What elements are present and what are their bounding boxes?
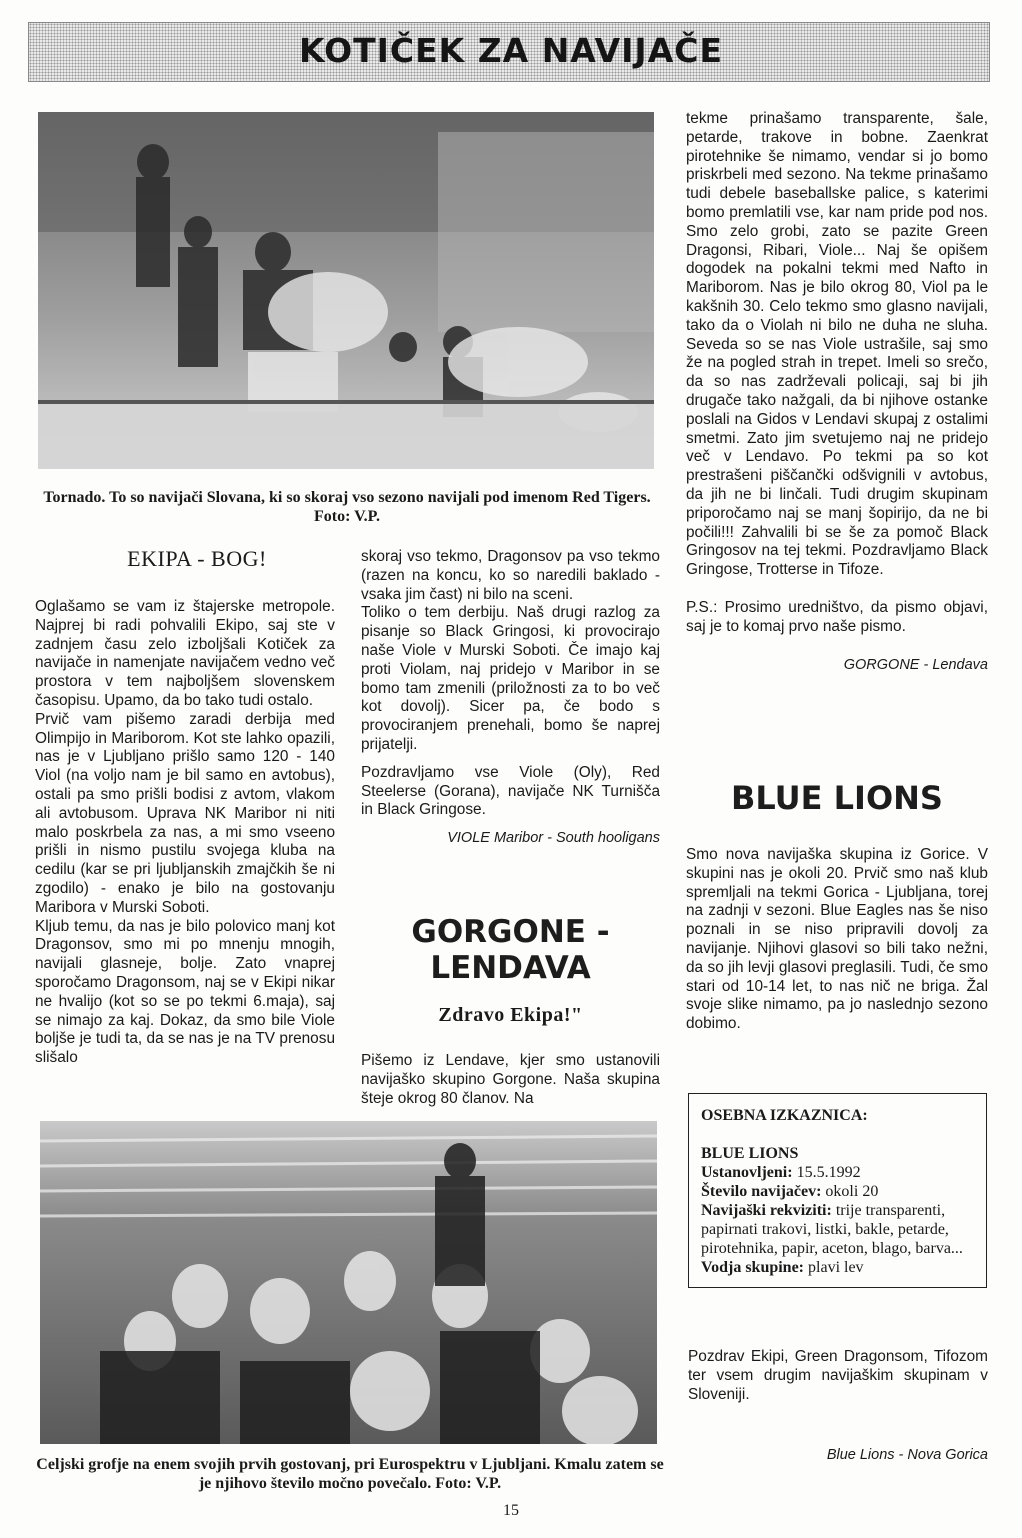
article-column-gorgone	[686, 110, 988, 674]
signature: VIOLE Maribor - South hooligans	[447, 830, 660, 847]
paragraph: Smo nova navijaška skupina iz Gorice. V skupini nas je okoli 20. Prvič smo naš klub spremljali na tekmi Gorica - Ljubljana, torej na zadnji v sezoni. Blue Eagles nas še niso poznali in se niso pripravili dovolj za navijanje. Njihovi glasovi so bili tako nežni, da so jih levji glasovi preglasili. Tudi, če smo stari od 10-14 let, to nas nič ne briga. Žal svoje slike nimamo, pa jo naslednjo sezono dobimo.	[686, 846, 988, 1033]
article-heading-bluelions: BLUE LIONS	[731, 779, 943, 817]
article-heading-gorgone	[361, 914, 660, 986]
value: okoli 20	[821, 1183, 879, 1200]
value: plavi lev	[804, 1259, 864, 1276]
page-number: 15	[503, 1502, 519, 1519]
paragraph: skoraj vso tekmo, Dragonsov pa vso tekmo (razen na koncu, ko so naredili baklado - vsaka jim čast) ni bilo na sceni.	[361, 548, 660, 603]
paragraph: Pišemo iz Lendave, kjer smo ustanovili navijaško skupino Gorgone. Naša skupina šteje okrog 80 članov. Na	[361, 1052, 660, 1107]
article-column-ekipa-1	[35, 598, 335, 1068]
photo-fans-tornado-image	[38, 112, 654, 469]
paragraph: Oglašamo se vam iz štajerske metropole. Najprej bi radi pohvalili Ekipo, saj ste v zadnjem času zelo izboljšali Kotiček za navijače in namenjate navijačem vedno več prostora v tem najboljšem slovenskem časopisu. Upamo, da bo tako tudi ostalo.	[35, 598, 335, 709]
article-intro-gorgone	[361, 1052, 660, 1108]
page-title: KOTIČEK ZA NAVIJAČE	[298, 31, 724, 70]
photo-fans-celje	[40, 1121, 657, 1444]
photo-caption: Celjski grofje na enem svojih prvih gostovanj, pri Eurospektru v Ljubljani. Kmalu zatem se je njihovo število močno povečalo. Foto: V.P.	[36, 1456, 664, 1492]
value: 15.5.1992	[792, 1164, 861, 1181]
label: Vodja skupine:	[701, 1259, 805, 1276]
signature: GORGONE - Lendava	[843, 656, 988, 673]
article-column-ekipa-2	[361, 548, 660, 848]
photo-fans-tornado	[38, 112, 654, 469]
paragraph: Prvič vam pišemo zaradi derbija med Olimpijo in Mariborom. Kot ste lahko opazili, nas je v Ljubljano prišlo samo 120 - 140 Viol (na voljo nam je bil samo en avtobus), ostali pa smo prišli bodisi z avtom, vlakom ali avtobusom. Uprava NK Maribor ni niti malo poskrbela za nas, a mi smo vseeno prišli in nismo pustilu svojega kluba na cedilu (kar se pri ljubljanskih zmajčkih še ni zgodilo) - enako je bilo na gostovanju Maribora v Murski Soboti.	[35, 710, 335, 916]
label: Navijaški rekviziti:	[701, 1202, 832, 1219]
label: Število navijačev:	[701, 1183, 822, 1200]
article-greeting-bluelions	[688, 1348, 988, 1404]
paragraph: Kljub temu, da nas je bilo polovico manj kot Dragonsov, smo mi po mnenju mnogih, navijali glasneje, bolje. Zato vnaprej sporočamo Dragonsom, naj se v Ekipi nikar ne hvalijo (kot so se po tekmi 6.maja), saj se nimajo za kaj. Dokaz, da smo bile Viole boljše je tudi ta, da se nas je na TV prenosu slišalo	[35, 917, 335, 1067]
heading-line: GORGONE -	[411, 914, 610, 950]
article-heading-ekipa: EKIPA - BOG!	[127, 546, 267, 571]
photo-fans-celje-image	[40, 1121, 657, 1444]
id-card-founded	[701, 1163, 974, 1182]
id-card-count	[701, 1182, 974, 1201]
id-card-leader	[701, 1258, 974, 1277]
article-subheading: Zdravo Ekipa!"	[438, 1004, 583, 1026]
paragraph: P.S.: Prosimo uredništvo, da pismo objavi, saj je to komaj prvo naše pismo.	[686, 598, 988, 635]
paragraph: Toliko o tem derbiju. Naš drugi razlog za pisanje so Black Gringosi, ki provocirajo naše Viole v Murski Soboti. Če imajo kaj proti Violam, naj pridejo v Maribor in se bomo tam zmenili (priložnosti za to bo več kot dovolj). Sicer pa, če bodo s provociranjem prenehali, bomo še naprej prijatelji.	[361, 604, 660, 753]
id-card-name: BLUE LIONS	[701, 1145, 799, 1162]
paragraph: tekme prinašamo transparente, šale, petarde, trakove in bobne. Zaenkrat pirotehnike še nimamo, vendar si jo bomo priskrbeli med sezono. Na tekme prinašamo tudi debele baseballske palice, s katerimi bomo premlatili vse, kar nam pride pod nos. Smo zelo grobi, zato se pazite Green Dragonsi, Ribari, Viole... Naj še opišem dogodek na pokalni tekmi med Nafto in Mariborom. Nas je bilo okrog 80, Viol pa le kakšnih 30. Celo tekmo smo glasno navijali, tako da o Violah ni bilo ne duha ne sluha. Seveda so se nas Viole ustrašile, saj smo že na pogled strah in trepet. Imeli so srečo, da so nas zadrževali policaji, saj bi jih drugače tako nažgali, da bi njihove ostanke poslali na Gidos v Lendavi skupaj z ostalimi smetmi. Zato jim svetujemo naj ne pridejo več v Lendavo. Po tekmi pa so kot prestrašeni piščančki odšvignili v avtobus, da jih ne bi linčali. Tudi drugim skupinam priporočamo naj se manj šopirijo, da ne bi počili!!! Zahvalili bi se še za pomoč Black Gringosov na tej tekmi. Pozdravljamo Black Gringose, Trotterse in Tifoze.	[686, 110, 988, 579]
photo-caption: Tornado. To so navijači Slovana, ki so skoraj vso sezono navijali pod imenom Red Tigers. Foto: V.P.	[43, 489, 651, 525]
paragraph: Pozdravljamo vse Viole (Oly), Red Steelerse (Gorana), navijače NK Turnišča in Black Gringose.	[361, 763, 660, 819]
id-card-props	[701, 1201, 974, 1258]
heading-line: LENDAVA	[430, 950, 591, 986]
label: Ustanovljeni:	[701, 1164, 793, 1181]
paragraph: Pozdrav Ekipi, Green Dragonsom, Tifozom ter vsem drugim navijaškim skupinam v Sloveniji.	[688, 1348, 988, 1403]
value: trije transparenti, papirnati trakovi, listki, bakle, petarde, pirotehnika, papir, aceton, blago, barva...	[701, 1202, 963, 1257]
id-card-box	[688, 1093, 987, 1288]
signature: Blue Lions - Nova Gorica	[826, 1447, 988, 1463]
article-body-bluelions	[686, 846, 988, 1034]
id-card-title: OSEBNA IZKAZNICA:	[701, 1107, 868, 1124]
